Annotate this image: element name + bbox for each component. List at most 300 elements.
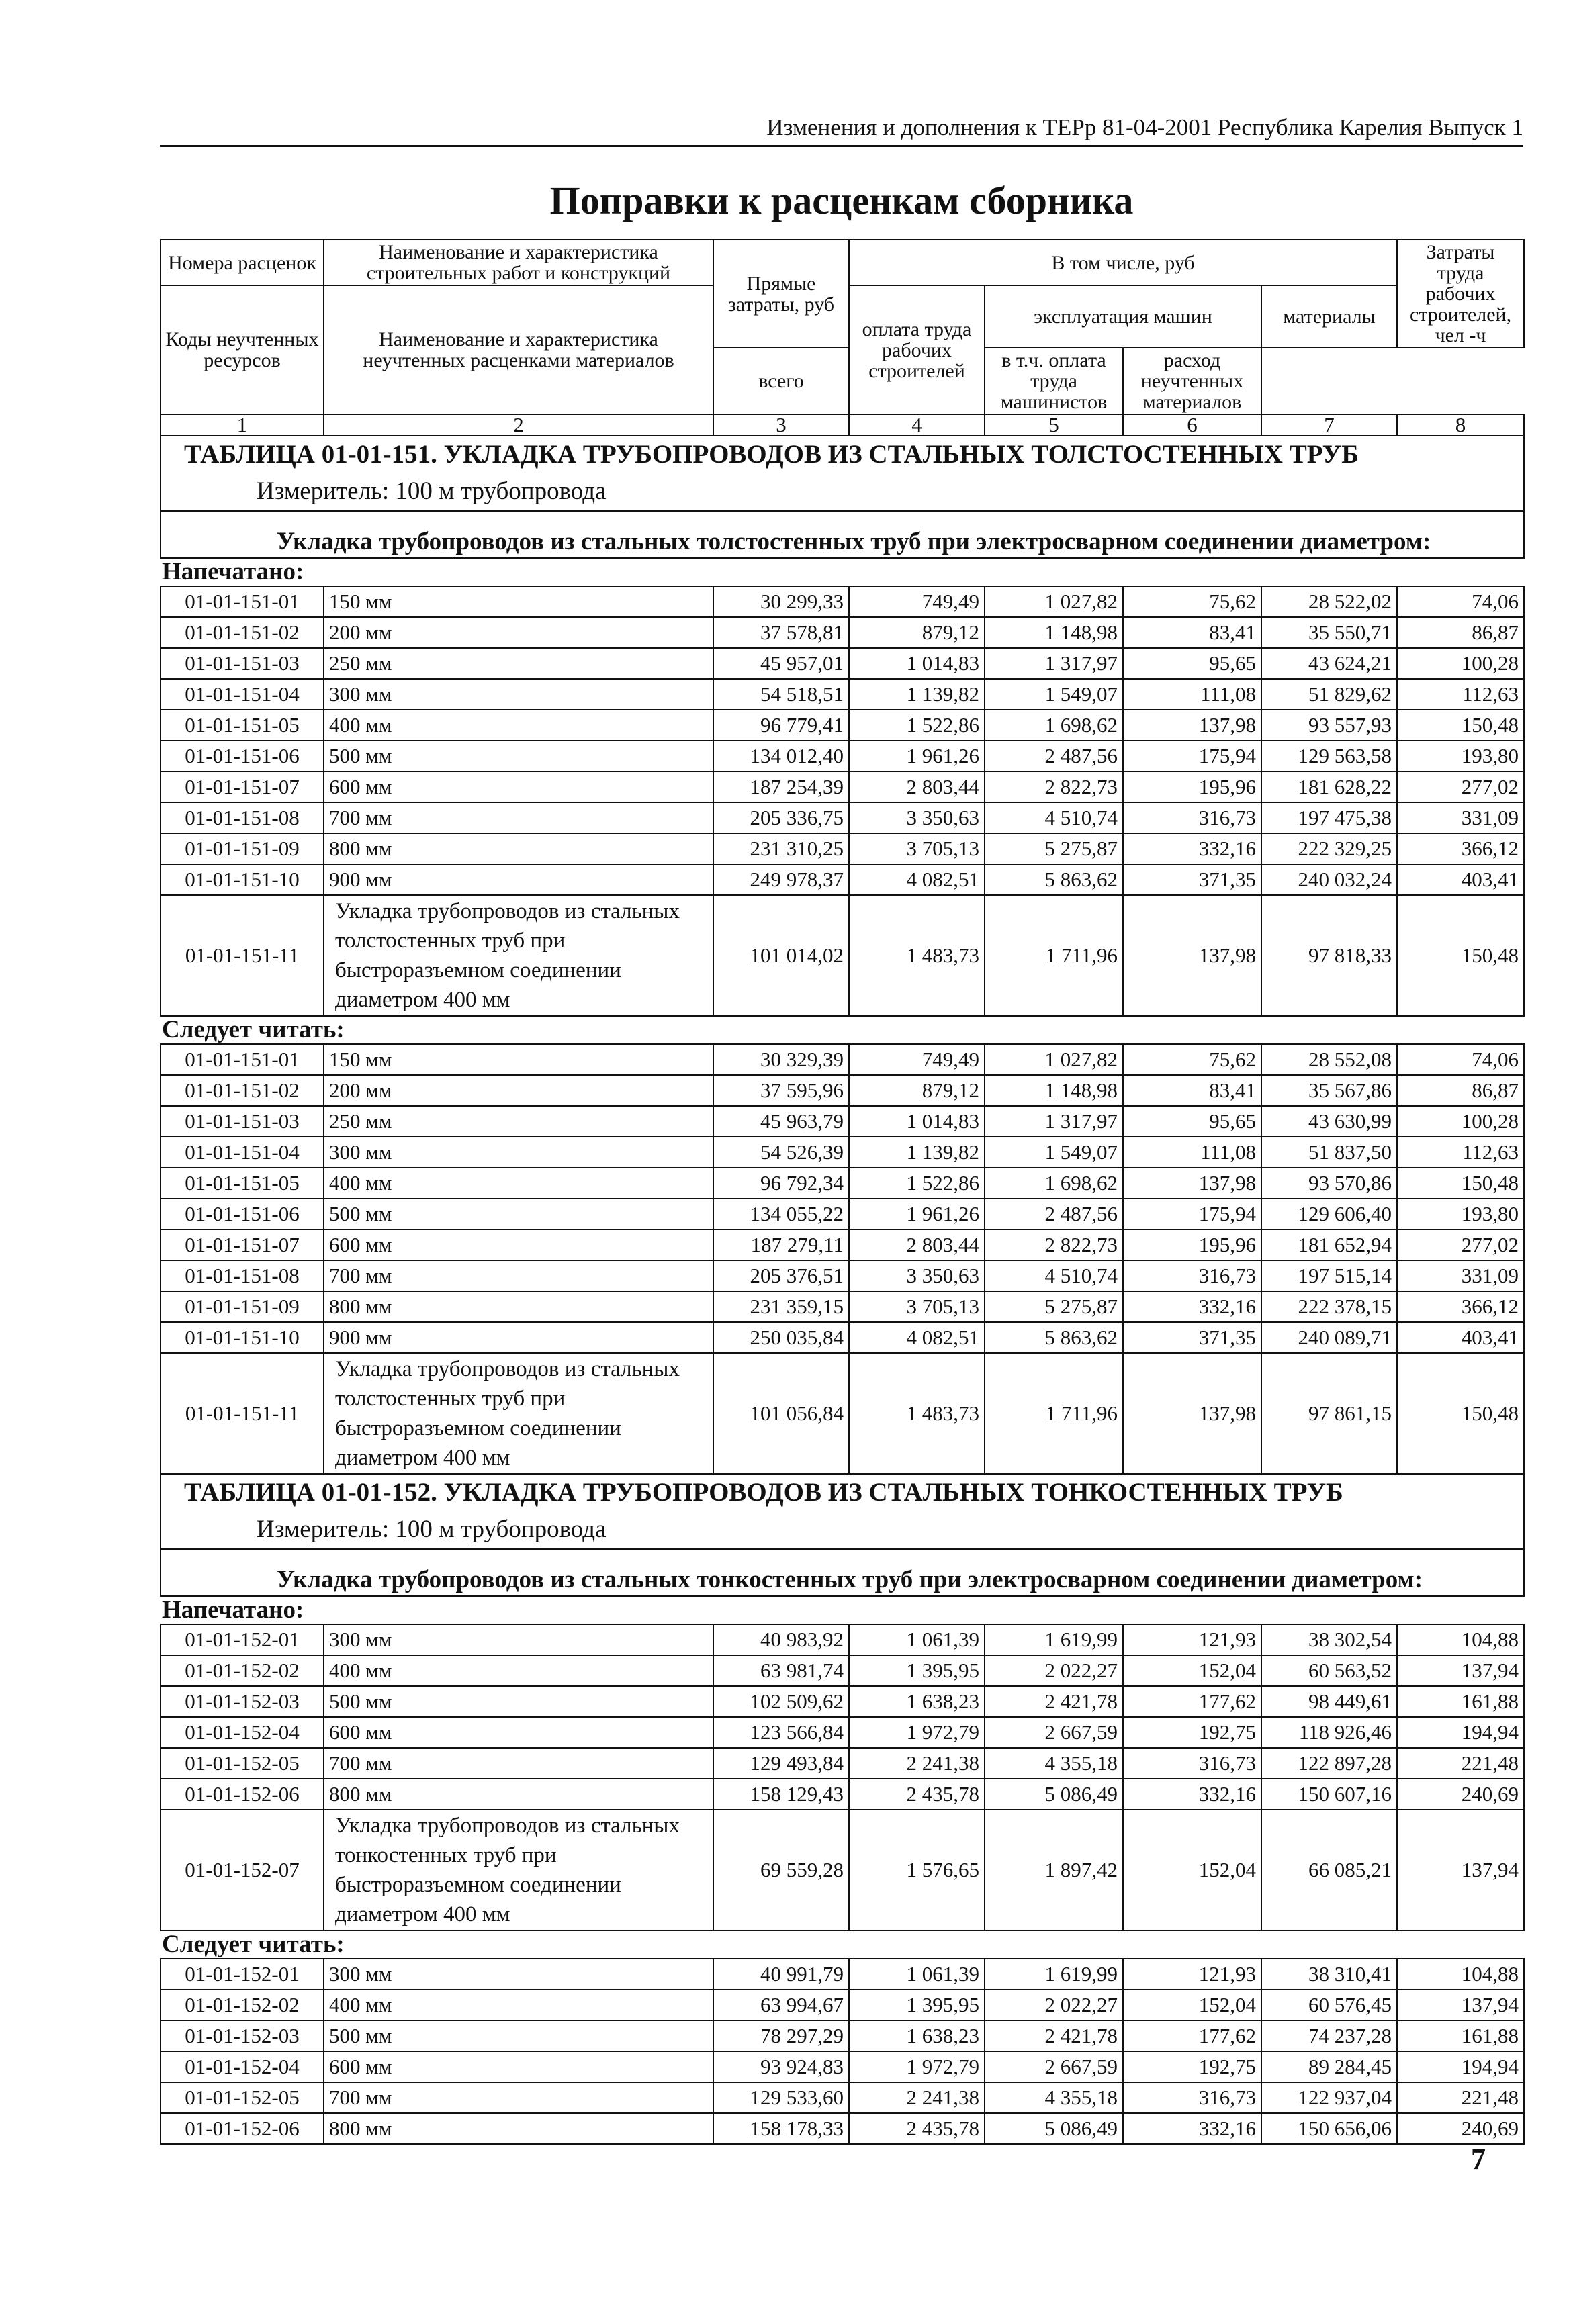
table-row xyxy=(161,1748,1524,1779)
direct-costs-cell: 129 533,60 xyxy=(713,2082,849,2113)
direct-costs-cell: 45 957,01 xyxy=(713,648,849,679)
worker-wages-cell: 2 803,44 xyxy=(849,772,985,802)
material-consumption-cell: 60 576,45 xyxy=(1261,1990,1397,2020)
machine-total-cell: 1 317,97 xyxy=(985,1106,1123,1137)
table-title: ТАБЛИЦА 01-01-151. УКЛАДКА ТРУБОПРОВОДОВ ИЗ СТАЛЬНЫХ ТОЛСТОСТЕННЫХ ТРУБ xyxy=(161,436,1524,473)
work-name-cell: 500 мм xyxy=(324,741,713,772)
rate-code-cell: 01-01-152-01 xyxy=(161,1959,324,1990)
table-row xyxy=(161,1199,1524,1229)
operator-wages-cell: 332,16 xyxy=(1123,2113,1261,2144)
machine-total-cell: 1 698,62 xyxy=(985,1168,1123,1199)
printed-label: Напечатано: xyxy=(162,1596,304,1624)
operator-wages-cell: 316,73 xyxy=(1123,1260,1261,1291)
direct-costs-cell: 123 566,84 xyxy=(713,1717,849,1748)
material-consumption-cell: 93 570,86 xyxy=(1261,1168,1397,1199)
material-consumption-cell: 122 937,04 xyxy=(1261,2082,1397,2113)
machine-total-cell: 4 355,18 xyxy=(985,1748,1123,1779)
direct-costs-cell: 249 978,37 xyxy=(713,864,849,895)
labor-hours-cell: 100,28 xyxy=(1397,1106,1524,1137)
material-consumption-cell: 51 829,62 xyxy=(1261,679,1397,710)
direct-costs-cell: 96 779,41 xyxy=(713,710,849,741)
direct-costs-cell: 45 963,79 xyxy=(713,1106,849,1137)
column-number: 5 xyxy=(985,414,1123,436)
worker-wages-cell: 1 061,39 xyxy=(849,1959,985,1990)
column-number: 6 xyxy=(1123,414,1261,436)
operator-wages-cell: 177,62 xyxy=(1123,1686,1261,1717)
machine-total-cell: 2 421,78 xyxy=(985,1686,1123,1717)
work-name-cell: 400 мм xyxy=(324,1168,713,1199)
table-title: ТАБЛИЦА 01-01-152. УКЛАДКА ТРУБОПРОВОДОВ ИЗ СТАЛЬНЫХ ТОНКОСТЕННЫХ ТРУБ xyxy=(161,1474,1524,1511)
work-name-cell: 800 мм xyxy=(324,1779,713,1810)
table-row xyxy=(161,2051,1524,2082)
machine-total-cell: 4 355,18 xyxy=(985,2082,1123,2113)
rate-code-cell: 01-01-151-07 xyxy=(161,772,324,802)
worker-wages-cell: 1 483,73 xyxy=(849,895,985,1016)
material-consumption-cell: 35 550,71 xyxy=(1261,617,1397,648)
measurement-unit-row xyxy=(161,473,1524,511)
worker-wages-cell: 1 139,82 xyxy=(849,679,985,710)
work-name-cell: 400 мм xyxy=(324,1655,713,1686)
rate-code-cell: 01-01-152-04 xyxy=(161,2051,324,2082)
machine-total-cell: 1 148,98 xyxy=(985,617,1123,648)
worker-wages-cell: 4 082,51 xyxy=(849,864,985,895)
machine-total-cell: 4 510,74 xyxy=(985,802,1123,833)
operator-wages-cell: 192,75 xyxy=(1123,1717,1261,1748)
machine-total-cell: 1 148,98 xyxy=(985,1075,1123,1106)
machine-total-cell: 1 549,07 xyxy=(985,679,1123,710)
material-consumption-cell: 43 630,99 xyxy=(1261,1106,1397,1137)
operator-wages-cell: 195,96 xyxy=(1123,1229,1261,1260)
work-name-cell: 250 мм xyxy=(324,648,713,679)
worker-wages-cell: 1 014,83 xyxy=(849,648,985,679)
column-number: 8 xyxy=(1397,414,1524,436)
rate-code-cell: 01-01-151-01 xyxy=(161,586,324,617)
table-row xyxy=(161,1137,1524,1168)
corrected-label: Следует читать: xyxy=(162,1016,345,1043)
worker-wages-cell: 1 972,79 xyxy=(849,1717,985,1748)
worker-wages-cell: 1 972,79 xyxy=(849,2051,985,2082)
table-row xyxy=(161,2020,1524,2051)
spacer-row xyxy=(161,1549,1524,1565)
printed-label: Напечатано: xyxy=(162,558,304,586)
table-title-row xyxy=(161,436,1524,473)
labor-hours-cell: 150,48 xyxy=(1397,1353,1524,1474)
section-row xyxy=(161,1931,1524,1959)
work-name-cell: 150 мм xyxy=(324,586,713,617)
header-worker-wages: оплата труда рабочих строителей xyxy=(849,285,985,414)
machine-total-cell: 4 510,74 xyxy=(985,1260,1123,1291)
rate-code-cell: 01-01-151-04 xyxy=(161,1137,324,1168)
work-name-cell: 700 мм xyxy=(324,802,713,833)
header-direct-costs: Прямые затраты, руб xyxy=(713,240,849,348)
machine-total-cell: 1 027,82 xyxy=(985,586,1123,617)
labor-hours-cell: 331,09 xyxy=(1397,802,1524,833)
rate-code-cell: 01-01-151-09 xyxy=(161,833,324,864)
worker-wages-cell: 879,12 xyxy=(849,1075,985,1106)
material-consumption-cell: 38 310,41 xyxy=(1261,1959,1397,1990)
direct-costs-cell: 63 994,67 xyxy=(713,1990,849,2020)
header-labor-hours: Затраты труда рабочих строителей, чел -ч xyxy=(1397,240,1524,348)
section-row xyxy=(161,1016,1524,1044)
labor-hours-cell: 193,80 xyxy=(1397,741,1524,772)
worker-wages-cell: 3 350,63 xyxy=(849,802,985,833)
material-consumption-cell: 93 557,93 xyxy=(1261,710,1397,741)
machine-total-cell: 2 022,27 xyxy=(985,1990,1123,2020)
labor-hours-cell: 403,41 xyxy=(1397,864,1524,895)
operator-wages-cell: 137,98 xyxy=(1123,1353,1261,1474)
table-row xyxy=(161,1990,1524,2020)
material-consumption-cell: 97 818,33 xyxy=(1261,895,1397,1016)
operator-wages-cell: 95,65 xyxy=(1123,1106,1261,1137)
worker-wages-cell: 2 435,78 xyxy=(849,2113,985,2144)
rate-code-cell: 01-01-151-08 xyxy=(161,1260,324,1291)
corrected-label: Следует читать: xyxy=(162,1931,345,1958)
material-consumption-cell: 240 089,71 xyxy=(1261,1322,1397,1353)
table-row xyxy=(161,741,1524,772)
table-row xyxy=(161,1106,1524,1137)
spacer-row xyxy=(161,511,1524,526)
header-material-consumption: расход неучтенных материалов xyxy=(1123,348,1261,414)
work-name-cell: 600 мм xyxy=(324,1717,713,1748)
material-consumption-cell: 240 032,24 xyxy=(1261,864,1397,895)
table-row xyxy=(161,710,1524,741)
labor-hours-cell: 221,48 xyxy=(1397,2082,1524,2113)
worker-wages-cell: 3 705,13 xyxy=(849,833,985,864)
work-name-cell: 500 мм xyxy=(324,2020,713,2051)
worker-wages-cell: 1 061,39 xyxy=(849,1624,985,1655)
work-name-cell: 200 мм xyxy=(324,617,713,648)
machine-total-cell: 1 698,62 xyxy=(985,710,1123,741)
labor-hours-cell: 137,94 xyxy=(1397,1990,1524,2020)
machine-total-cell: 2 667,59 xyxy=(985,1717,1123,1748)
worker-wages-cell: 749,49 xyxy=(849,586,985,617)
labor-hours-cell: 150,48 xyxy=(1397,710,1524,741)
operator-wages-cell: 175,94 xyxy=(1123,741,1261,772)
operator-wages-cell: 177,62 xyxy=(1123,2020,1261,2051)
labor-hours-cell: 403,41 xyxy=(1397,1322,1524,1353)
labor-hours-cell: 331,09 xyxy=(1397,1260,1524,1291)
machine-total-cell: 5 863,62 xyxy=(985,1322,1123,1353)
operator-wages-cell: 332,16 xyxy=(1123,1779,1261,1810)
labor-hours-cell: 277,02 xyxy=(1397,1229,1524,1260)
material-consumption-cell: 51 837,50 xyxy=(1261,1137,1397,1168)
rate-code-cell: 01-01-151-03 xyxy=(161,648,324,679)
worker-wages-cell: 4 082,51 xyxy=(849,1322,985,1353)
spacer-cell xyxy=(161,1549,1524,1565)
worker-wages-cell: 1 395,95 xyxy=(849,1655,985,1686)
operator-wages-cell: 332,16 xyxy=(1123,1291,1261,1322)
work-name-cell: 500 мм xyxy=(324,1686,713,1717)
operator-wages-cell: 175,94 xyxy=(1123,1199,1261,1229)
labor-hours-cell: 86,87 xyxy=(1397,1075,1524,1106)
material-consumption-cell: 181 628,22 xyxy=(1261,772,1397,802)
material-consumption-cell: 197 515,14 xyxy=(1261,1260,1397,1291)
direct-costs-cell: 96 792,34 xyxy=(713,1168,849,1199)
table-row xyxy=(161,1655,1524,1686)
rate-code-cell: 01-01-152-05 xyxy=(161,2082,324,2113)
operator-wages-cell: 192,75 xyxy=(1123,2051,1261,2082)
rate-code-cell: 01-01-152-07 xyxy=(161,1810,324,1931)
direct-costs-cell: 134 012,40 xyxy=(713,741,849,772)
worker-wages-cell: 749,49 xyxy=(849,1044,985,1075)
table-row xyxy=(161,1810,1524,1931)
machine-total-cell: 1 027,82 xyxy=(985,1044,1123,1075)
worker-wages-cell: 2 241,38 xyxy=(849,2082,985,2113)
worker-wages-cell: 879,12 xyxy=(849,617,985,648)
machine-total-cell: 2 421,78 xyxy=(985,2020,1123,2051)
material-consumption-cell: 129 563,58 xyxy=(1261,741,1397,772)
operator-wages-cell: 111,08 xyxy=(1123,1137,1261,1168)
labor-hours-cell: 194,94 xyxy=(1397,1717,1524,1748)
table-row xyxy=(161,1229,1524,1260)
material-consumption-cell: 43 624,21 xyxy=(1261,648,1397,679)
table-row xyxy=(161,586,1524,617)
work-name-cell: 300 мм xyxy=(324,1137,713,1168)
direct-costs-cell: 129 493,84 xyxy=(713,1748,849,1779)
operator-wages-cell: 371,35 xyxy=(1123,864,1261,895)
operator-wages-cell: 75,62 xyxy=(1123,1044,1261,1075)
direct-costs-cell: 101 014,02 xyxy=(713,895,849,1016)
rate-code-cell: 01-01-151-06 xyxy=(161,1199,324,1229)
table-row xyxy=(161,679,1524,710)
rate-code-cell: 01-01-151-06 xyxy=(161,741,324,772)
labor-hours-cell: 240,69 xyxy=(1397,1779,1524,1810)
labor-hours-cell: 277,02 xyxy=(1397,772,1524,802)
operator-wages-cell: 83,41 xyxy=(1123,1075,1261,1106)
rate-code-cell: 01-01-151-04 xyxy=(161,679,324,710)
column-number: 7 xyxy=(1261,414,1397,436)
operator-wages-cell: 152,04 xyxy=(1123,1655,1261,1686)
rate-code-cell: 01-01-151-02 xyxy=(161,617,324,648)
operator-wages-cell: 137,98 xyxy=(1123,710,1261,741)
page-number: 7 xyxy=(1471,2143,1486,2176)
worker-wages-cell: 1 483,73 xyxy=(849,1353,985,1474)
table-row xyxy=(161,617,1524,648)
rate-code-cell: 01-01-151-11 xyxy=(161,895,324,1016)
machine-total-cell: 2 487,56 xyxy=(985,1199,1123,1229)
work-name-cell: 300 мм xyxy=(324,1959,713,1990)
work-name-cell: Укладка трубопроводов из стальных толстостенных труб при быстроразъемном соединении диаметром 400 мм xyxy=(324,1353,713,1474)
direct-costs-cell: 187 254,39 xyxy=(713,772,849,802)
worker-wages-cell: 1 014,83 xyxy=(849,1106,985,1137)
machine-total-cell: 1 549,07 xyxy=(985,1137,1123,1168)
header-work-name: Наименование и характеристика строительных работ и конструкций xyxy=(324,240,713,285)
work-name-cell: 900 мм xyxy=(324,1322,713,1353)
work-subtitle: Укладка трубопроводов из стальных толстостенных труб при электросварном соединении диаметром: xyxy=(161,526,1524,558)
work-name-cell: 250 мм xyxy=(324,1106,713,1137)
direct-costs-cell: 40 983,92 xyxy=(713,1624,849,1655)
table-row xyxy=(161,1168,1524,1199)
operator-wages-cell: 95,65 xyxy=(1123,648,1261,679)
work-name-cell: 300 мм xyxy=(324,1624,713,1655)
material-consumption-cell: 97 861,15 xyxy=(1261,1353,1397,1474)
table-row xyxy=(161,648,1524,679)
direct-costs-cell: 37 578,81 xyxy=(713,617,849,648)
labor-hours-cell: 112,63 xyxy=(1397,1137,1524,1168)
material-consumption-cell: 222 378,15 xyxy=(1261,1291,1397,1322)
column-numbers-row xyxy=(161,414,1524,436)
rate-code-cell: 01-01-152-05 xyxy=(161,1748,324,1779)
work-name-cell: 200 мм xyxy=(324,1075,713,1106)
operator-wages-cell: 75,62 xyxy=(1123,586,1261,617)
rate-code-cell: 01-01-151-03 xyxy=(161,1106,324,1137)
table-row xyxy=(161,802,1524,833)
operator-wages-cell: 137,98 xyxy=(1123,895,1261,1016)
operator-wages-cell: 152,04 xyxy=(1123,1810,1261,1931)
direct-costs-cell: 205 336,75 xyxy=(713,802,849,833)
direct-costs-cell: 134 055,22 xyxy=(713,1199,849,1229)
work-name-cell: Укладка трубопроводов из стальных тонкостенных труб при быстроразъемном соединении диаметром 400 мм xyxy=(324,1810,713,1931)
material-consumption-cell: 28 522,02 xyxy=(1261,586,1397,617)
material-consumption-cell: 222 329,25 xyxy=(1261,833,1397,864)
work-name-cell: 700 мм xyxy=(324,2082,713,2113)
rate-code-cell: 01-01-151-01 xyxy=(161,1044,324,1075)
worker-wages-cell: 1 961,26 xyxy=(849,741,985,772)
rate-code-cell: 01-01-151-05 xyxy=(161,710,324,741)
rate-code-cell: 01-01-152-01 xyxy=(161,1624,324,1655)
work-name-cell: 700 мм xyxy=(324,1748,713,1779)
direct-costs-cell: 40 991,79 xyxy=(713,1959,849,1990)
worker-wages-cell: 2 803,44 xyxy=(849,1229,985,1260)
worker-wages-cell: 3 350,63 xyxy=(849,1260,985,1291)
machine-total-cell: 5 086,49 xyxy=(985,2113,1123,2144)
machine-total-cell: 5 275,87 xyxy=(985,833,1123,864)
material-consumption-cell: 181 652,94 xyxy=(1261,1229,1397,1260)
column-number: 4 xyxy=(849,414,985,436)
direct-costs-cell: 158 178,33 xyxy=(713,2113,849,2144)
header-resource-codes: Коды неучтенных ресурсов xyxy=(161,285,324,414)
work-name-cell: 800 мм xyxy=(324,833,713,864)
machine-total-cell: 1 619,99 xyxy=(985,1624,1123,1655)
material-consumption-cell: 122 897,28 xyxy=(1261,1748,1397,1779)
table-row xyxy=(161,1291,1524,1322)
section-row xyxy=(161,558,1524,586)
machine-total-cell: 2 822,73 xyxy=(985,1229,1123,1260)
operator-wages-cell: 332,16 xyxy=(1123,833,1261,864)
operator-wages-cell: 195,96 xyxy=(1123,772,1261,802)
operator-wages-cell: 371,35 xyxy=(1123,1322,1261,1353)
worker-wages-cell: 1 139,82 xyxy=(849,1137,985,1168)
table-row xyxy=(161,1260,1524,1291)
operator-wages-cell: 111,08 xyxy=(1123,679,1261,710)
machine-total-cell: 1 711,96 xyxy=(985,1353,1123,1474)
machine-total-cell: 2 487,56 xyxy=(985,741,1123,772)
machine-total-cell: 2 667,59 xyxy=(985,2051,1123,2082)
labor-hours-cell: 193,80 xyxy=(1397,1199,1524,1229)
header-machine-operation: эксплуатация машин xyxy=(985,285,1261,348)
labor-hours-cell: 104,88 xyxy=(1397,1624,1524,1655)
machine-total-cell: 1 711,96 xyxy=(985,895,1123,1016)
labor-hours-cell: 74,06 xyxy=(1397,1044,1524,1075)
rate-code-cell: 01-01-151-09 xyxy=(161,1291,324,1322)
labor-hours-cell: 194,94 xyxy=(1397,2051,1524,2082)
labor-hours-cell: 221,48 xyxy=(1397,1748,1524,1779)
table-row xyxy=(161,1353,1524,1474)
direct-costs-cell: 158 129,43 xyxy=(713,1779,849,1810)
direct-costs-cell: 30 299,33 xyxy=(713,586,849,617)
operator-wages-cell: 316,73 xyxy=(1123,2082,1261,2113)
spacer-cell xyxy=(161,511,1524,526)
table-header xyxy=(161,240,1524,414)
table-body xyxy=(161,414,1524,2144)
labor-hours-cell: 86,87 xyxy=(1397,617,1524,648)
work-name-cell: 900 мм xyxy=(324,864,713,895)
direct-costs-cell: 231 310,25 xyxy=(713,833,849,864)
page-title: Поправки к расценкам сборника xyxy=(549,179,1134,222)
operator-wages-cell: 152,04 xyxy=(1123,1990,1261,2020)
rate-code-cell: 01-01-151-05 xyxy=(161,1168,324,1199)
worker-wages-cell: 3 705,13 xyxy=(849,1291,985,1322)
labor-hours-cell: 366,12 xyxy=(1397,833,1524,864)
table-row xyxy=(161,833,1524,864)
table-row xyxy=(161,1322,1524,1353)
table-row xyxy=(161,2082,1524,2113)
direct-costs-cell: 205 376,51 xyxy=(713,1260,849,1291)
work-name-cell: 150 мм xyxy=(324,1044,713,1075)
table-row xyxy=(161,864,1524,895)
header-machine-total: всего xyxy=(713,348,849,414)
rate-code-cell: 01-01-152-06 xyxy=(161,2113,324,2144)
operator-wages-cell: 316,73 xyxy=(1123,802,1261,833)
machine-total-cell: 2 822,73 xyxy=(985,772,1123,802)
labor-hours-cell: 240,69 xyxy=(1397,2113,1524,2144)
material-consumption-cell: 129 606,40 xyxy=(1261,1199,1397,1229)
column-number: 2 xyxy=(324,414,713,436)
rate-code-cell: 01-01-151-08 xyxy=(161,802,324,833)
section-row xyxy=(161,1596,1524,1624)
worker-wages-cell: 1 638,23 xyxy=(849,2020,985,2051)
header-material-name: Наименование и характеристика неучтенных расценками материалов xyxy=(324,285,713,414)
machine-total-cell: 5 863,62 xyxy=(985,864,1123,895)
labor-hours-cell: 161,88 xyxy=(1397,2020,1524,2051)
operator-wages-cell: 121,93 xyxy=(1123,1959,1261,1990)
rate-code-cell: 01-01-151-02 xyxy=(161,1075,324,1106)
direct-costs-cell: 78 297,29 xyxy=(713,2020,849,2051)
operator-wages-cell: 121,93 xyxy=(1123,1624,1261,1655)
worker-wages-cell: 1 576,65 xyxy=(849,1810,985,1931)
direct-costs-cell: 250 035,84 xyxy=(713,1322,849,1353)
header-including: В том числе, руб xyxy=(849,240,1397,285)
material-consumption-cell: 197 475,38 xyxy=(1261,802,1397,833)
direct-costs-cell: 231 359,15 xyxy=(713,1291,849,1322)
machine-total-cell: 1 619,99 xyxy=(985,1959,1123,1990)
material-consumption-cell: 150 607,16 xyxy=(1261,1779,1397,1810)
worker-wages-cell: 2 435,78 xyxy=(849,1779,985,1810)
work-name-cell: 800 мм xyxy=(324,2113,713,2144)
operator-wages-cell: 83,41 xyxy=(1123,617,1261,648)
material-consumption-cell: 89 284,45 xyxy=(1261,2051,1397,2082)
measurement-unit: Измеритель: 100 м трубопровода xyxy=(161,1511,1524,1549)
work-subtitle: Укладка трубопроводов из стальных тонкостенных труб при электросварном соединении диаметром: xyxy=(161,1565,1524,1596)
measurement-unit-row xyxy=(161,1511,1524,1549)
table-row xyxy=(161,895,1524,1016)
header-rate-numbers: Номера расценок xyxy=(161,240,324,285)
work-name-cell: 600 мм xyxy=(324,1229,713,1260)
table-row xyxy=(161,1075,1524,1106)
material-consumption-cell: 150 656,06 xyxy=(1261,2113,1397,2144)
labor-hours-cell: 137,94 xyxy=(1397,1810,1524,1931)
column-number: 3 xyxy=(713,414,849,436)
rate-code-cell: 01-01-151-11 xyxy=(161,1353,324,1474)
operator-wages-cell: 137,98 xyxy=(1123,1168,1261,1199)
rate-code-cell: 01-01-152-03 xyxy=(161,1686,324,1717)
direct-costs-cell: 93 924,83 xyxy=(713,2051,849,2082)
work-name-cell: 500 мм xyxy=(324,1199,713,1229)
machine-total-cell: 1 317,97 xyxy=(985,648,1123,679)
direct-costs-cell: 54 526,39 xyxy=(713,1137,849,1168)
subtitle-row xyxy=(161,1565,1524,1596)
table-row xyxy=(161,2113,1524,2144)
